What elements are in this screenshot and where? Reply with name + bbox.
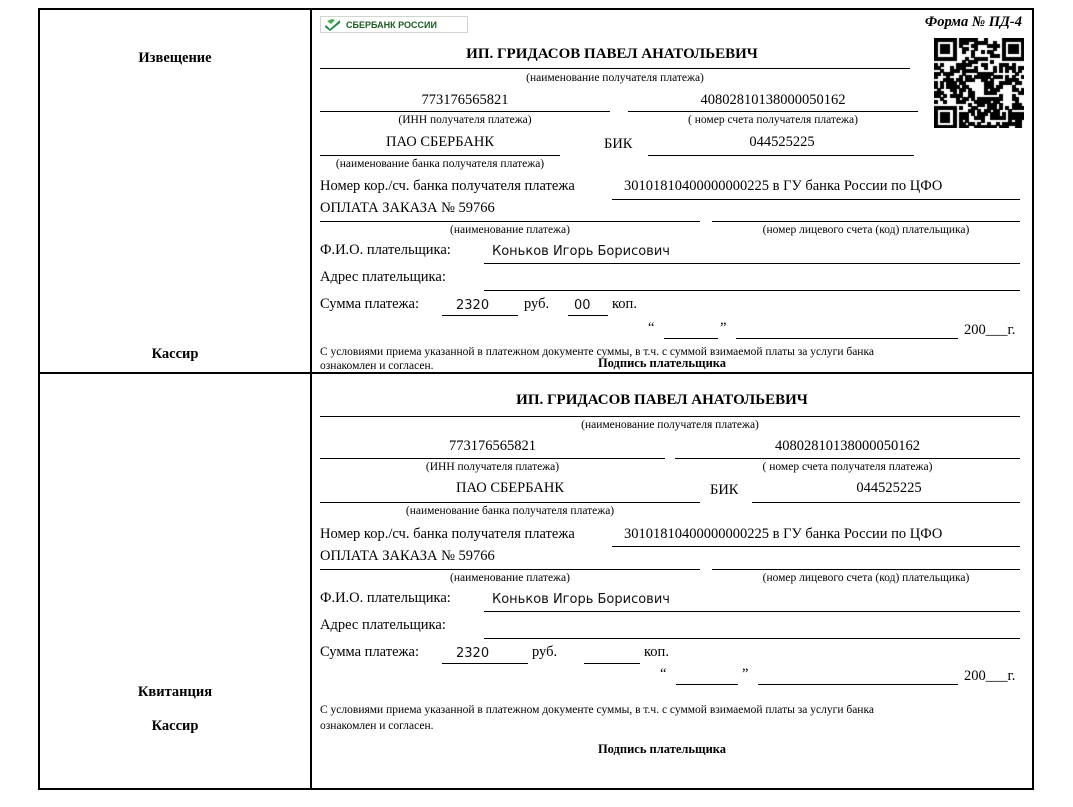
payment-name-rule-top — [320, 221, 700, 222]
notice-section — [40, 10, 1032, 374]
bik-label-bottom: БИК — [710, 482, 739, 498]
bik-rule-bottom — [752, 502, 1020, 503]
recipient-name-caption-top: (наименование получателя платежа) — [526, 72, 704, 84]
receipt-label: Квитанция — [137, 684, 213, 700]
date-day-rule-bottom — [676, 684, 738, 685]
payer-address-label-bottom: Адрес плательщика: — [320, 617, 446, 633]
cashier-label-top: Кассир — [151, 346, 199, 362]
notice-label: Извещение — [138, 50, 212, 66]
payment-name-caption-top: (наименование платежа) — [450, 224, 570, 236]
form-number-top: Форма № ПД-4 — [924, 14, 1022, 30]
payment-name-caption-bottom: (наименование платежа) — [450, 572, 570, 584]
date-quote-close-top: ” — [720, 320, 727, 336]
amount-kop-value-top: 00 — [574, 298, 591, 313]
account-value-bottom: 40802810138000050162 — [775, 438, 920, 454]
account-rule-bottom — [675, 458, 1020, 459]
date-quote-close-bottom: ” — [742, 666, 749, 682]
corr-account-label-top: Номер кор./сч. банка получателя платежа — [320, 178, 575, 194]
personal-account-rule-bottom — [712, 569, 1020, 570]
recipient-name-bottom: ИП. ГРИДАСОВ ПАВЕЛ АНАТОЛЬЕВИЧ — [516, 392, 808, 408]
date-month-rule-bottom — [758, 684, 958, 685]
payment-form — [38, 8, 1034, 790]
amount-rub-rule-bottom — [442, 663, 528, 664]
rub-label-top: руб. — [524, 296, 550, 312]
sberbank-logo-text: СБЕРБАНК РОССИИ — [346, 19, 437, 30]
corr-account-value-bottom: 30101810400000000225 в ГУ банка России по ЦФО — [624, 526, 943, 542]
bank-name-rule-bottom — [320, 502, 700, 503]
receipt-right-column — [312, 374, 1032, 788]
bank-name-value-top: ПАО СБЕРБАНК — [386, 134, 494, 150]
amount-kop-rule-bottom — [584, 663, 640, 664]
payer-fio-value-top: Коньков Игорь Борисович — [492, 244, 670, 259]
account-value-top: 40802810138000050162 — [700, 92, 846, 108]
terms-line2-bottom: ознакомлен и согласен. — [320, 720, 434, 732]
sberbank-mark-icon — [322, 17, 344, 32]
payer-fio-rule-top — [484, 263, 1020, 264]
terms-line2-top: ознакомлен и согласен. — [320, 360, 434, 372]
payer-address-rule-top — [484, 290, 1020, 291]
payment-name-value-bottom: ОПЛАТА ЗАКАЗА № 59766 — [320, 548, 495, 564]
inn-caption-bottom: (ИНН получателя платежа) — [425, 461, 560, 473]
date-quote-open-bottom: “ — [660, 666, 667, 682]
kop-label-bottom: коп. — [644, 644, 669, 660]
payer-address-rule-bottom — [484, 638, 1020, 639]
payer-fio-rule-bottom — [484, 611, 1020, 612]
payment-name-value-top: ОПЛАТА ЗАКАЗА № 59766 — [320, 200, 495, 216]
payer-address-label-top: Адрес плательщика: — [320, 269, 446, 285]
notice-right-column — [312, 10, 1032, 372]
date-year-top: 200___г. — [964, 322, 1016, 338]
payer-fio-value-bottom: Коньков Игорь Борисович — [492, 592, 670, 607]
bik-rule-top — [648, 155, 914, 156]
date-month-rule-top — [736, 338, 958, 339]
payer-signature-label-top: Подпись плательщика — [597, 356, 727, 370]
corr-account-value-top: 30101810400000000225 в ГУ банка России по ЦФО — [624, 178, 943, 194]
amount-rub-value-top: 2320 — [456, 298, 490, 313]
terms-line1-top: С условиями приема указанной в платежном документе суммы, в т.ч. с суммой взимаемой платы за услуги банка — [320, 346, 874, 358]
inn-value-top: 773176565821 — [421, 92, 509, 108]
account-caption-bottom: ( номер счета получателя платежа) — [762, 461, 933, 473]
account-rule-top — [628, 111, 918, 112]
recipient-name-caption-bottom: (наименование получателя платежа) — [581, 419, 759, 431]
personal-account-caption-bottom: (номер лицевого счета (код) плательщика) — [762, 572, 970, 584]
personal-account-rule-top — [712, 221, 1020, 222]
kop-label-top: коп. — [612, 296, 637, 312]
rub-label-bottom: руб. — [532, 644, 558, 660]
inn-rule-top — [320, 111, 610, 112]
bank-name-caption-bottom: (наименование банка получателя платежа) — [405, 505, 615, 517]
account-caption-top: ( номер счета получателя платежа) — [688, 114, 858, 126]
inn-value-bottom: 773176565821 — [449, 438, 536, 454]
date-quote-open-top: “ — [648, 320, 655, 336]
cashier-label-bottom: Кассир — [151, 718, 199, 734]
amount-label-bottom: Сумма платежа: — [320, 644, 419, 660]
recipient-name-rule-bottom — [320, 416, 1020, 417]
bank-name-value-bottom: ПАО СБЕРБАНК — [456, 480, 564, 496]
inn-rule-bottom — [320, 458, 665, 459]
recipient-name-top: ИП. ГРИДАСОВ ПАВЕЛ АНАТОЛЬЕВИЧ — [466, 46, 758, 62]
payer-signature-label-bottom: Подпись плательщика — [597, 742, 727, 756]
payer-fio-label-bottom: Ф.И.О. плательщика: — [320, 590, 451, 606]
inn-caption-top: (ИНН получателя платежа) — [398, 114, 532, 126]
date-year-bottom: 200___г. — [964, 668, 1016, 684]
sberbank-logo — [320, 16, 468, 33]
amount-rub-rule-top — [442, 315, 518, 316]
corr-account-rule-bottom — [612, 546, 1020, 547]
bik-value-top: 044525225 — [749, 134, 815, 150]
date-day-rule-top — [664, 338, 718, 339]
receipt-left-column — [40, 374, 312, 788]
amount-rub-value-bottom: 2320 — [456, 646, 490, 661]
payer-fio-label-top: Ф.И.О. плательщика: — [320, 242, 451, 258]
amount-label-top: Сумма платежа: — [320, 296, 419, 312]
notice-left-column — [40, 10, 312, 372]
qr-code — [934, 38, 1024, 128]
recipient-name-rule-top — [320, 68, 910, 69]
amount-kop-rule-top — [568, 315, 608, 316]
personal-account-caption-top: (номер лицевого счета (код) плательщика) — [762, 224, 970, 236]
bik-value-bottom: 044525225 — [856, 480, 922, 496]
corr-account-label-bottom: Номер кор./сч. банка получателя платежа — [320, 526, 575, 542]
receipt-section — [40, 374, 1032, 788]
bank-name-rule-top — [320, 155, 560, 156]
terms-line1-bottom: С условиями приема указанной в платежном документе суммы, в т.ч. с суммой взимаемой платы за услуги банка — [320, 704, 874, 716]
sberbank-checkmark-icon — [325, 19, 341, 31]
bank-name-caption-top: (наименование банка получателя платежа) — [335, 158, 545, 170]
payment-name-rule-bottom — [320, 569, 700, 570]
bik-label-top: БИК — [604, 136, 633, 152]
corr-account-rule-top — [612, 199, 1020, 200]
